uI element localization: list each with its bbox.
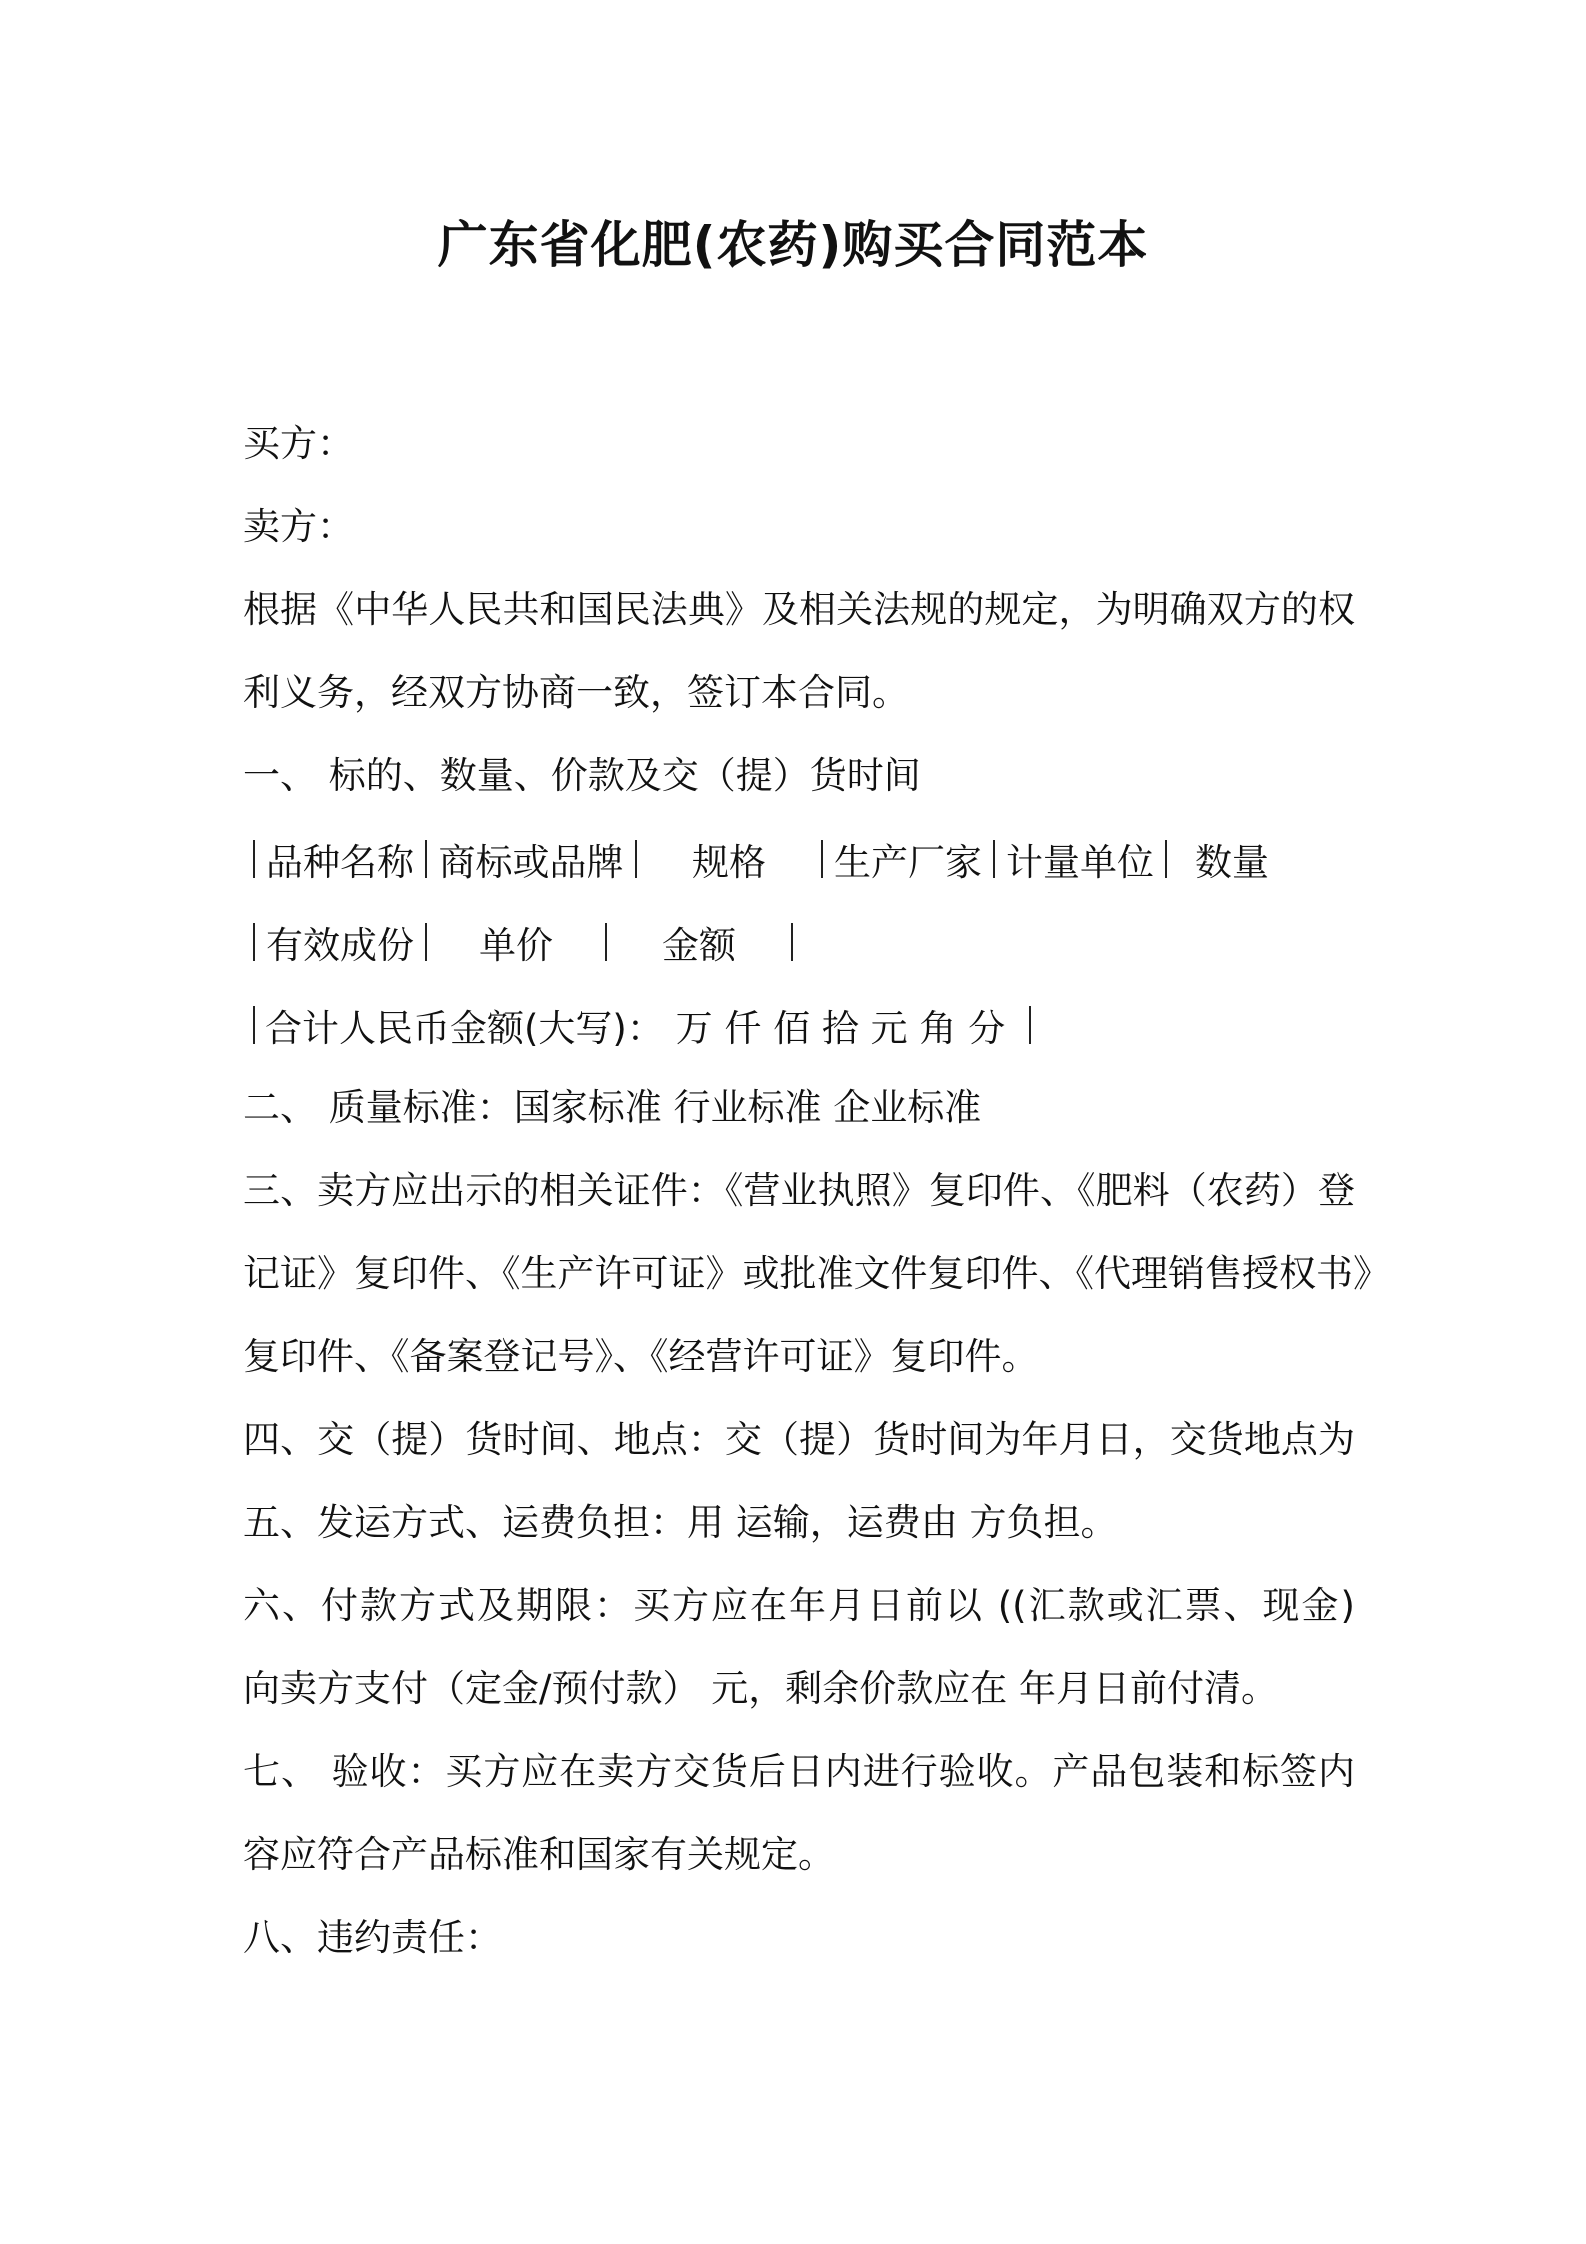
table-divider [1165, 840, 1167, 878]
goods-table-total-row [243, 983, 1355, 1066]
section6-line-1: 六、付款方式及期限：买方应在年月日前以 ((汇款或汇票、现金) [243, 1584, 1355, 1627]
table-cell-amount: 金额 [662, 923, 736, 967]
table-divider [425, 840, 427, 878]
table-divider [605, 923, 607, 961]
section5-shipping: 五、发运方式、运费负担：用 运输，运费由 方负担。 [243, 1501, 1118, 1544]
document-body [243, 402, 1390, 1979]
table-cell-unit: 计量单位 [1006, 840, 1154, 884]
table-cell-quantity: 数量 [1195, 840, 1269, 884]
preamble-line-2: 利义务，经双方协商一致，签订本合同。 [243, 671, 909, 714]
buyer-label: 买方： [243, 422, 354, 465]
table-divider [253, 923, 255, 961]
table-divider [1029, 1006, 1031, 1044]
goods-table-row-1 [243, 817, 1355, 900]
seller-label: 卖方： [243, 505, 354, 548]
document-title: 广东省化肥(农药)购买合同范本 [437, 216, 1149, 274]
table-divider [253, 1006, 255, 1044]
section6-line-2: 向卖方支付（定金/预付款） 元，剩余价款应在 年月日前付清。 [243, 1667, 1278, 1710]
table-divider [791, 923, 793, 961]
section3-line-3: 复印件、《备案登记号》、《经营许可证》复印件。 [243, 1335, 1039, 1378]
table-divider [635, 840, 637, 878]
section3-line-1: 三、卖方应出示的相关证件：《营业执照》复印件、《肥料（农药）登 [243, 1169, 1355, 1212]
section1-heading: 一、 标的、数量、价款及交（提）货时间 [243, 754, 921, 797]
table-cell-brand: 商标或品牌 [438, 840, 624, 884]
total-amount-label: 合计人民币金额(大写)： 万 仟 佰 拾 元 角 分 [265, 1006, 1006, 1050]
section7-line-1: 七、 验收：买方应在卖方交货后日内进行验收。产品包装和标签内 [243, 1750, 1355, 1793]
table-divider [425, 923, 427, 961]
section8-liability: 八、违约责任： [243, 1916, 502, 1959]
table-cell-variety: 品种名称 [266, 840, 414, 884]
goods-table-row-2 [243, 900, 1355, 983]
table-cell-spec: 规格 [692, 840, 766, 884]
table-cell-unit-price: 单价 [479, 923, 553, 967]
section7-line-2: 容应符合产品标准和国家有关规定。 [243, 1833, 835, 1876]
table-cell-manufacturer: 生产厂家 [834, 840, 982, 884]
table-divider [253, 840, 255, 878]
section3-line-2: 记证》复印件、《生产许可证》或批准文件复印件、《代理销售授权书》 [243, 1252, 1390, 1295]
preamble-line-1: 根据《中华人民共和国民法典》及相关法规的规定，为明确双方的权 [243, 588, 1355, 631]
table-divider [993, 840, 995, 878]
table-divider [821, 840, 823, 878]
section4-delivery: 四、交（提）货时间、地点：交（提）货时间为年月日，交货地点为 [243, 1418, 1355, 1461]
table-cell-ingredients: 有效成份 [266, 923, 414, 967]
section2-quality-standard: 二、 质量标准：国家标准 行业标准 企业标准 [243, 1086, 982, 1129]
